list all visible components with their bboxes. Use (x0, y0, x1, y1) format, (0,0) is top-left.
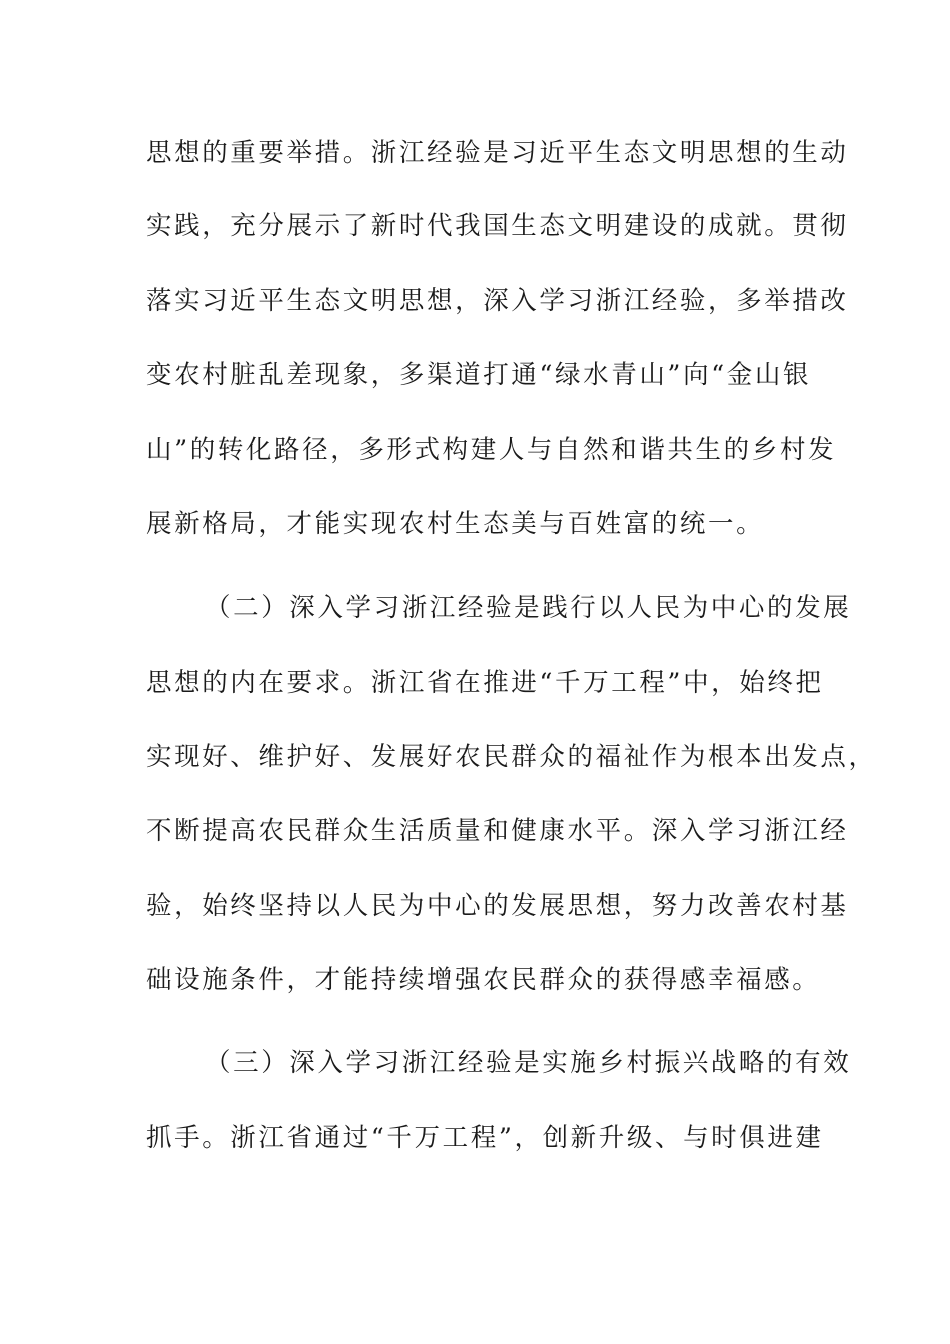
text-line: 变农村脏乱差现象，多渠道打通“绿水青山”向“金山银 (146, 360, 812, 390)
text-line: 实践，充分展示了新时代我国生态文明建设的成就。贯彻 (146, 211, 849, 241)
text-line: 山”的转化路径，多形式构建人与自然和谐共生的乡村发 (146, 435, 837, 465)
text-line: 验，始终坚持以人民为中心的发展思想，努力改善农村基 (146, 891, 849, 921)
text-line: 不断提高农民群众生活质量和健康水平。深入学习浙江经 (146, 816, 849, 846)
text-line: 思想的内在要求。浙江省在推进“千万工程”中，始终把 (146, 668, 824, 698)
paragraph-heading-3: （三）深入学习浙江经验是实施乡村振兴战略的有效 (205, 1048, 852, 1078)
text-line: 落实习近平生态文明思想，深入学习浙江经验，多举措改 (146, 286, 849, 316)
text-line: 础设施条件，才能持续增强农民群众的获得感幸福感。 (146, 965, 821, 995)
text-line: 展新格局，才能实现农村生态美与百姓富的统一。 (146, 509, 765, 539)
text-line: 思想的重要举措。浙江经验是习近平生态文明思想的生动 (146, 138, 849, 168)
text-line: 抓手。浙江省通过“千万工程”，创新升级、与时俱进建 (146, 1123, 824, 1153)
text-line: 实现好、维护好、发展好农民群众的福祉作为根本出发点， (146, 742, 877, 772)
paragraph-heading-2: （二）深入学习浙江经验是践行以人民为中心的发展 (205, 593, 852, 623)
